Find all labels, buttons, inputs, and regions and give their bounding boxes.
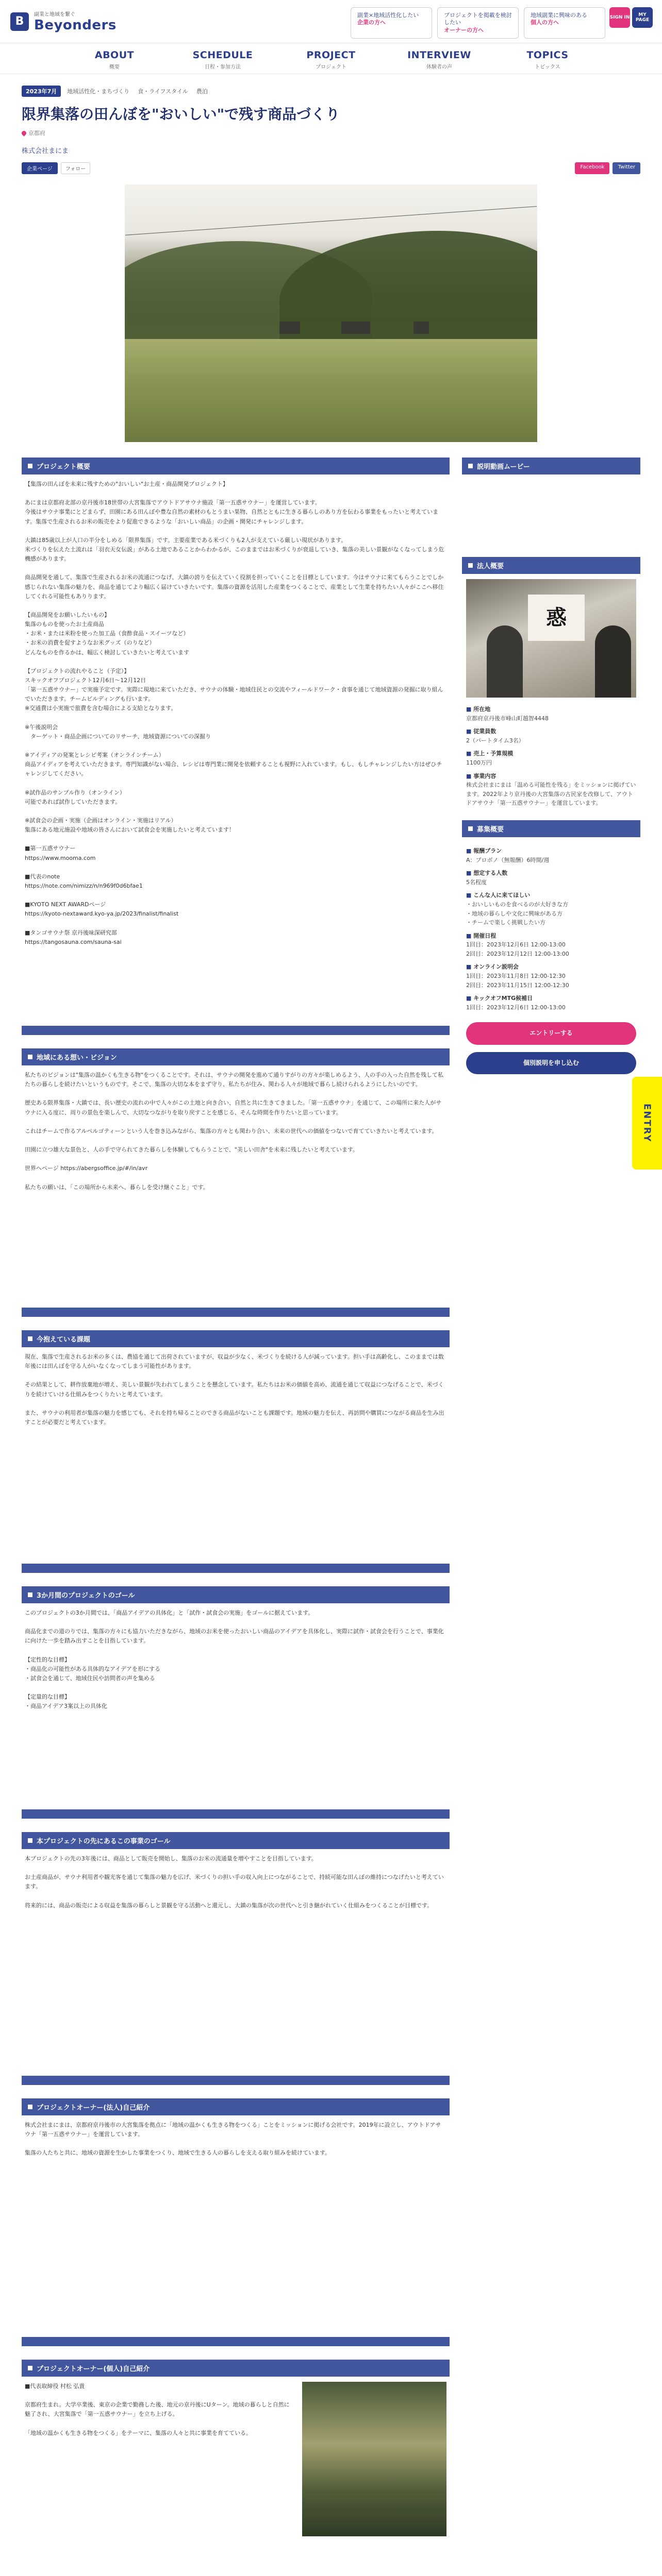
recruit-key: ■ 想定する人数	[466, 869, 636, 878]
nav-about-jp: 概要	[109, 64, 120, 70]
recruit-value: A：プロボノ（無報酬）6時間/週	[466, 856, 550, 863]
sidebar-heading-text: 説明動画ムービー	[477, 463, 530, 471]
individual-link[interactable]	[524, 7, 605, 39]
location-pin-icon	[21, 130, 27, 137]
corp-key: ■ 売上・予算規模	[466, 749, 636, 758]
sign-in-button[interactable]: SIGN IN	[609, 7, 630, 28]
section-heading-text: プロジェクトオーナー(個人)自己紹介	[37, 2365, 150, 2373]
sidebar-heading	[462, 457, 640, 474]
section-heading-text: 今抱えている課題	[37, 1336, 91, 1344]
site-logo[interactable]	[10, 10, 117, 33]
site-header	[0, 0, 662, 43]
article-tags	[22, 86, 640, 97]
twitter-share-button[interactable]: Twitter	[613, 162, 640, 174]
nav-schedule[interactable]	[169, 43, 277, 74]
recruit-value: 1回目：2023年12月6日 12:00-13:00	[466, 1004, 566, 1011]
apply-button[interactable]: エントリーする	[466, 1022, 636, 1044]
video-area	[462, 474, 640, 557]
recruit-value: ・おいしいものを食べるのが大好きな方 ・地域の暮らしや文化に興味がある方 ・チームで楽しく挑戦したい方	[466, 901, 568, 926]
owner-bio: ■代表取締役 村松 弘貴 京都府生まれ。大学卒業後、東京の企業で勤務した後、地元の京丹後にUターン。地域の暮らしと自然に魅了され、大宮集落で「第一五惑サウナー」を立ち上げる。 「地域の温かくも生きる物をつくる」をテーマに、集落の人々と共に事業を育てている。	[25, 2383, 290, 2436]
sidebar-heading-text: 法人概要	[477, 563, 504, 570]
section-heading-text: 地域にある想い・ビジョン	[37, 1054, 117, 1062]
consult-button[interactable]: 個別説明を申し込む	[466, 1052, 636, 1074]
recruit-key: ■ 開催日程	[466, 931, 636, 941]
section-body: 本プロジェクトの先の3年後には、商品として販売を開始し、集落のお米の流通量を増やすことを目指しています。 お土産商品が、サウナ利用者や観光客を通じて集落の魅力を広げ、米づくりの担い手の収入向上につながることで、持続可能な田んぼの維持につなげたいと考えています。 将来的には、商品の販売による収益を集落の暮らしと景観を守る活動へと還元し、大鎮の集落が次の世代へと引き継がれていく仕組みをつくることが目標です。	[25, 1855, 444, 1909]
facebook-share-button[interactable]: Facebook	[575, 162, 609, 174]
nav-project-en: PROJECT	[306, 49, 356, 61]
follow-button[interactable]: フォロー	[61, 162, 91, 174]
recruit-key: ■ オンライン説明会	[466, 962, 636, 972]
section-heading	[22, 2098, 450, 2115]
section-body: このプロジェクトの3か月間では、「商品アイデアの具体化」と「試作・試食会の実施」をゴールに据えています。 商品化までの道のりでは、集落の方々にも協力いただきながら、地域のお米を使ったおいしい商品のアイデアを具体化し、実際に試作・試食会を行うことで、事業化に向けた一歩を踏み出すことを目指しています。 【定性的な目標】 ・商品化の可能性がある具体的なアイデアを形にする ・試食会を通じて、地域住民や訪問者の声を集める 【定量的な目標】 ・商品アイデア3案以上の具体化	[25, 1609, 444, 1710]
nav-interview-jp: 体験者の声	[426, 64, 452, 70]
corp-value: 株式会社まにまは「温める可能性を残る」をミッションに掲げています。2022年より京丹後の大宮集落の古民家を改修して、アウトドアサウナ「第一五惑サウナー」を運営しています。	[466, 782, 636, 807]
my-page-button[interactable]: MY PAGE	[632, 7, 653, 28]
logo-name: Beyonders	[34, 18, 117, 33]
nav-project-jp: プロジェクト	[316, 64, 346, 70]
section-heading	[22, 1048, 450, 1065]
nav-interview[interactable]	[385, 43, 493, 74]
recruit-key: ■ 報酬プラン	[466, 846, 636, 856]
section-body: 株式会社まにまは、京都府京丹後市の大宮集落を拠点に「地域の温かくも生きる物をつくる」ことをミッションに掲げる会社です。2019年に設立し、アウトドアサウナ「第一五惑サウナー」を運営しています。 集落の人たちと共に、地域の資源を生かした事業をつくり、地域で生きる人の暮らしを支える取り組みを続けています。	[25, 2122, 441, 2157]
organization-link[interactable]: 株式会社まにま	[22, 147, 69, 155]
section-heading	[22, 1330, 450, 1347]
nav-schedule-jp: 日程・参加方法	[205, 64, 241, 70]
recruit-value: 1回目：2023年11月8日 12:00-12:30 2回目：2023年11月15日 12:00-12:30	[466, 973, 569, 989]
nav-project[interactable]	[277, 43, 385, 74]
entry-tab[interactable]: ENTRY	[632, 1077, 662, 1170]
section-body: 現在、集落で生産されるお米の多くは、農協を通じて出荷されていますが、収益が少なく、米づくりを続ける人が減っています。担い手は高齢化し、このままでは数年後には田んぼを守る人がいなくなってしまう可能性があります。 その結果として、耕作放棄地が増え、美しい景観が失われてしまうことを懸念しています。私たちはお米の価値を高め、流通を通じて収益につなげることで、米づくりを続けていける仕組みをつくりたいと考えています。 また、サウナの利用者が集落の魅力を感じても、それを持ち帰ることのできる商品がないことも課題です。地域の魅力を伝え、再訪問や購買につながる商品を生み出すことが必要だと考えています。	[25, 1353, 444, 1426]
sidebar	[462, 457, 640, 2541]
location	[22, 129, 640, 137]
section-heading	[22, 457, 450, 474]
recruit-key: ■ こんな人に来てほしい	[466, 891, 636, 900]
location-text: 京都府	[28, 130, 45, 137]
recruit-key: ■ キックオフMTG候補日	[466, 994, 636, 1003]
corp-value: 京都府京丹後市峰山町越智4448	[466, 715, 549, 722]
corporate-link[interactable]	[351, 7, 432, 39]
hero-image	[125, 184, 537, 442]
company-photo: 惑	[466, 579, 636, 698]
section-heading-text: 3か月間のプロジェクトのゴール	[37, 1592, 135, 1600]
corp-value: 2（パートタイム3名）	[466, 737, 524, 744]
sidebar-heading-text: 募集概要	[477, 825, 504, 834]
recruit-value: 5名程度	[466, 878, 487, 886]
nav-about-en: ABOUT	[94, 49, 135, 61]
sidebar-heading	[462, 820, 640, 837]
page-title: 限界集落の田んぼを"おいしい"で残す商品づくり	[22, 106, 340, 123]
section-body: 【集落の田んぼを未来に残すための"おいしい"お土産・商品開発プロジェクト】 あにまは京都府北部の京丹後市18世帯の大宮集落でアウトドアサウナ施設「第一五惑サウナー」を運営しています。 今後はサウナ事業にとどまらず、田園にある田んぼや豊な自然の素材のもとうまい果物、自然とともに生きる暮らしのあり方を伝わる事業をもったいと考えています。集落で生産されるお米の販売をより促進できるような「おいしい商品」の企画・開発にチャレンジします。 大鎮は85歳以上が人口の半分をしめる「限界集落」です。主要産業である米づくりも2人が支えている厳しい現状があります。 米づくりを伝えた土流れは「羽衣天女伝説」がある土地であることからわかるが、このままではお米づくりが衰退していき、集落の美しい景観がなくなってしまう危機感があります。 商品開発を通して、集落で生産されるお米の流通につなげ、大鎮の誇りを伝えていく役割を担っていくことを目標としています。今はサウナに来てもらうことでしか感じられない集落の魅力を、商品を通じてより幅広く届けていきたいです。集落の資源を活用した産業をつくることで、産業として生業を持ちたい人々がここへ移住してくれる可能性もありります。 【商品開発をお願いしたいもの】 集落のものを使ったお土産商品 ・お米・または米粉を使った加工品（食酢食品・スイーツなど） ・お米の消費を促すようなお米グッズ（のりなど） どんなものを作るかは、幅広く検討していきたいと考えています 【プロジェクトの流れやること（予定）】 スキックオフプロジェクト12月6日〜12月12日 「第一五惑サウナー」で実施予定です。実際に現地に来ていただき、サウナの体験・地域住民との交流やフィールドワーク・食事を通じて地域資源の発掘に取り組んでいただきます。チームビルディングも行います。 ※交通費は小実施で旅費を含む場合による支給となります。 ※午後説明会 ターゲット・商品企画についてのリサーチ、地域資源についての深掘り ※アイディアの発案とレシピ考案（オンラインチーム） 商品アイディアを考えていただきます。専門知識がない場合、レシピは専門業に開発を依頼することも視野に入れています。もし、もしチャレンジしたい方はぜひチャレンジしてください。 ※試作品のサンプル作り（オンライン） 可能であれば試作していただきます。 ※試食会の企画・実施（企画はオンライン・実施はリアル） 集落にある地元施設や地域の皆さんにおいて試食会を実施したいと考えています！ ■第一五惑サウナー https://www.mooma.com ■代表のnote https://note.com/nimizz/n/n969f0d6bfae1 ■KYOTO NEXT AWARDページ https://kyoto-nextaward.kyo-ya.jp/2023/finalist/finalist ■タンゴサウナ祭 京丹後味深研究部 https://tangosauna.com/sauna-sai	[25, 481, 444, 945]
individual-link-pre: 地域副業に興味のある	[531, 12, 587, 19]
owner-link-hl: オーナーの方へ	[444, 26, 484, 33]
category-tag[interactable]: 地域活性化・まちづくり	[67, 88, 130, 95]
date-tag: 2023年7月	[22, 86, 61, 97]
nav-schedule-en: SCHEDULE	[192, 49, 253, 61]
logo-mark: B	[10, 12, 29, 31]
main-content	[22, 457, 450, 2541]
category-tag[interactable]: 農泊	[196, 88, 208, 95]
corporate-link-hl: 企業の方へ	[357, 19, 386, 26]
section-heading-text: プロジェクトオーナー(法人)自己紹介	[37, 2104, 150, 2112]
main-nav	[0, 43, 662, 74]
section-heading	[22, 2360, 450, 2377]
owner-link[interactable]	[437, 7, 519, 39]
individual-link-hl: 個人の方へ	[531, 19, 559, 26]
recruit-value: 1回目：2023年12月6日 12:00-13:00 2回目：2023年12月12日 12:00-13:00	[466, 941, 569, 957]
corp-key: ■ 従業員数	[466, 727, 636, 736]
category-tag[interactable]: 食・ライフスタイル	[138, 88, 188, 95]
corporate-link-pre: 副業×地域活性化したい	[357, 12, 419, 19]
company-page-button[interactable]: 企業ページ	[22, 162, 58, 174]
corp-value: 1100万円	[466, 759, 492, 766]
owner-link-pre: プロジェクトを掲載を検討したい	[444, 12, 512, 26]
owner-photo	[302, 2382, 446, 2536]
corp-key: ■ 所在地	[466, 705, 636, 714]
section-heading	[22, 1586, 450, 1603]
corp-key: ■ 事業内容	[466, 772, 636, 781]
sidebar-heading	[462, 557, 640, 574]
section-heading-text: プロジェクト概要	[37, 463, 90, 471]
section-body: 私たちのビジョンは"集落の温かくも生きる物"をつくることです。それは、サウナの開発を進めて通りすがりの方々が楽しめるよう、人の手の入った自然を残して私たちの暮らしを続けたいというものです。そこで、集落の大切な本をまず守り、私たちが住み、関わる人々が地域で暮らし続けられるようにしたいのです。 歴史ある限界集落・大鎮では、長い歴史の流れの中で人々がこの土地と向き合い、自然と共に生きてきました。「第一五惑サウナ」を通じて、この場所に来た人がサウナに入る度に、周りの景色を楽しんで、大切なつながりを取り戻すことを感じる、そんな時間を作りたいと思っています。 これはチームで作るアルペルゴティーンという人を巻き込みながら、集落の方々とも関わり合い、未来の世代への価値をつないで育てていきたいと考えています。 田園に立つ雄大な景色と、人の手で守られてきた暮らしを体験してもらうことで、"美しい田舎"を未来に残したいと考えています。 世界へページ https://abergsoffice.jp/#/in/avr 私たちの願いは、「この場所から未来へ、暮らしを受け継ぐこと」です。	[25, 1072, 444, 1191]
logo-tagline: 副業と地域を繋ぐ	[34, 12, 75, 18]
nav-topics-jp: トピックス	[535, 64, 560, 70]
nav-topics-en: TOPICS	[526, 49, 569, 61]
section-heading	[22, 1832, 450, 1849]
section-heading-text: 本プロジェクトの先にあるこの事業のゴール	[37, 1838, 171, 1845]
nav-interview-en: INTERVIEW	[407, 49, 471, 61]
nav-about[interactable]	[60, 43, 169, 74]
nav-topics[interactable]	[493, 43, 602, 74]
